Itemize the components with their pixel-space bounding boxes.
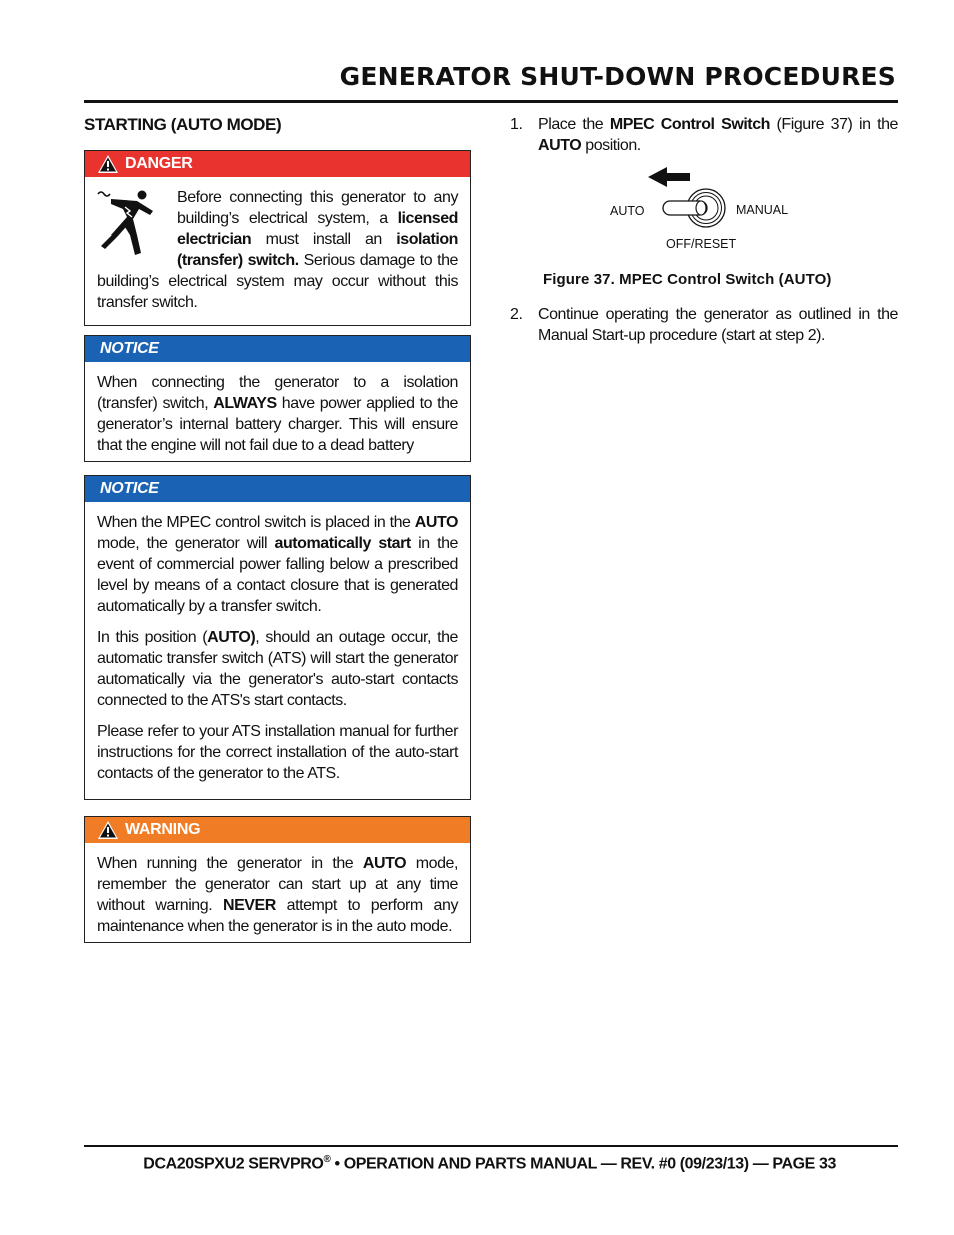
danger-text-3: Serious damage to the building’s electrical system may occur without this transfer switch. — [97, 252, 458, 311]
notice-body-2 — [85, 502, 470, 794]
notice-body-1 — [85, 362, 470, 466]
danger-box — [84, 150, 471, 326]
electric-shock-icon — [97, 189, 159, 259]
notice2-p2-text-2: , should an outage occur, the automatic transfer switch (ATS) will start the generator automatically via the generator's auto-start contacts connected to the ATS's start contacts. — [97, 629, 458, 709]
footer-rule — [84, 1145, 898, 1147]
step-1 — [510, 114, 898, 156]
step-text — [538, 114, 898, 156]
step-text: Continue operating the generator as outlined in the Manual Start-up procedure (start at step 2). — [538, 306, 898, 344]
notice-box-2 — [84, 475, 471, 800]
warning-text-1: When running the generator in the — [97, 855, 363, 872]
footer-model: DCA20SPXU2 SERVPRO — [143, 1155, 324, 1173]
danger-text-1: Before connecting this generator to any building’s electrical system, a — [177, 189, 458, 227]
notice2-p2-bold-1: AUTO) — [207, 629, 256, 646]
notice2-p1-text-1: When the MPEC control switch is placed in the — [97, 514, 415, 531]
notice-header-2: NOTICE — [85, 476, 470, 502]
manual-position-label: MANUAL — [736, 203, 789, 217]
notice2-p2-text-1: In this position ( — [97, 629, 208, 646]
figure-caption: Figure 37. MPEC Control Switch (AUTO) — [543, 271, 832, 288]
warning-triangle-icon — [97, 820, 119, 840]
notice2-paragraph-2 — [97, 627, 458, 711]
danger-header — [85, 151, 470, 177]
mpec-control-switch-figure — [605, 160, 805, 258]
notice2-paragraph-3: Please refer to your ATS installation manual for further instructions for the correct installation of the auto-start contacts of the generator to the ATS. — [97, 723, 458, 782]
warning-triangle-icon — [97, 154, 119, 174]
warning-text-2: mode, remember the generator can start up at any time without warning. — [97, 855, 458, 914]
step1-text-1: Place the — [538, 116, 610, 133]
footer-rest: • OPERATION AND PARTS MANUAL — REV. #0 (09/23/13) — PAGE 33 — [330, 1155, 836, 1173]
section-heading: STARTING (AUTO MODE) — [84, 115, 282, 134]
step1-bold-1: MPEC Control Switch — [609, 116, 770, 133]
danger-bold-2: isolation (transfer) switch. — [177, 231, 458, 269]
toggle-switch-icon — [663, 189, 725, 227]
notice2-p1-bold-1: AUTO — [414, 514, 458, 531]
step-number: 1. — [510, 116, 523, 133]
notice1-bold-1: ALWAYS — [213, 395, 277, 412]
step1-text-3: position. — [581, 137, 641, 154]
danger-text-2: must install an — [251, 231, 397, 248]
auto-position-label: AUTO — [610, 204, 645, 218]
notice1-text-1: When connecting the generator to a isolation (transfer) switch, — [97, 374, 458, 412]
danger-bold-1: licensed electrician — [177, 210, 458, 248]
notice2-p1-text-2: mode, the generator will — [97, 535, 275, 552]
notice2-p1-text-3: in the event of commercial power falling below a prescribed level by means of a contact closure that is generated automatically by a transfer switch. — [97, 535, 458, 615]
title-rule — [84, 100, 898, 103]
notice-box-1 — [84, 335, 471, 462]
step-number: 2. — [510, 306, 523, 323]
warning-bold-2: NEVER — [222, 897, 276, 914]
notice2-p1-bold-2: automatically start — [274, 535, 411, 552]
page-footer — [143, 1154, 836, 1173]
warning-body — [85, 843, 470, 947]
danger-body — [85, 177, 470, 323]
step1-bold-2: AUTO — [538, 137, 582, 154]
warning-text-3: attempt to perform any maintenance when the generator is in the auto mode. — [97, 897, 458, 935]
notice2-paragraph-1 — [97, 512, 458, 617]
step1-text-2: (Figure 37) in the — [769, 116, 898, 133]
danger-label: DANGER — [125, 155, 193, 172]
off-reset-position-label: OFF/RESET — [666, 237, 737, 251]
warning-bold-1: AUTO — [362, 855, 407, 872]
warning-box — [84, 816, 471, 943]
warning-label: WARNING — [125, 821, 201, 838]
arrow-left-icon — [648, 167, 690, 187]
notice-header-1: NOTICE — [85, 336, 470, 362]
footer-registered-mark: ® — [323, 1154, 331, 1165]
notice1-text-2: have power applied to the generator’s internal battery charger. This will ensure that the engine will not fail due to a dead battery — [97, 395, 458, 454]
page-title: GENERATOR SHUT-DOWN PROCEDURES — [339, 62, 896, 91]
warning-header — [85, 817, 470, 843]
step-2 — [510, 304, 898, 346]
